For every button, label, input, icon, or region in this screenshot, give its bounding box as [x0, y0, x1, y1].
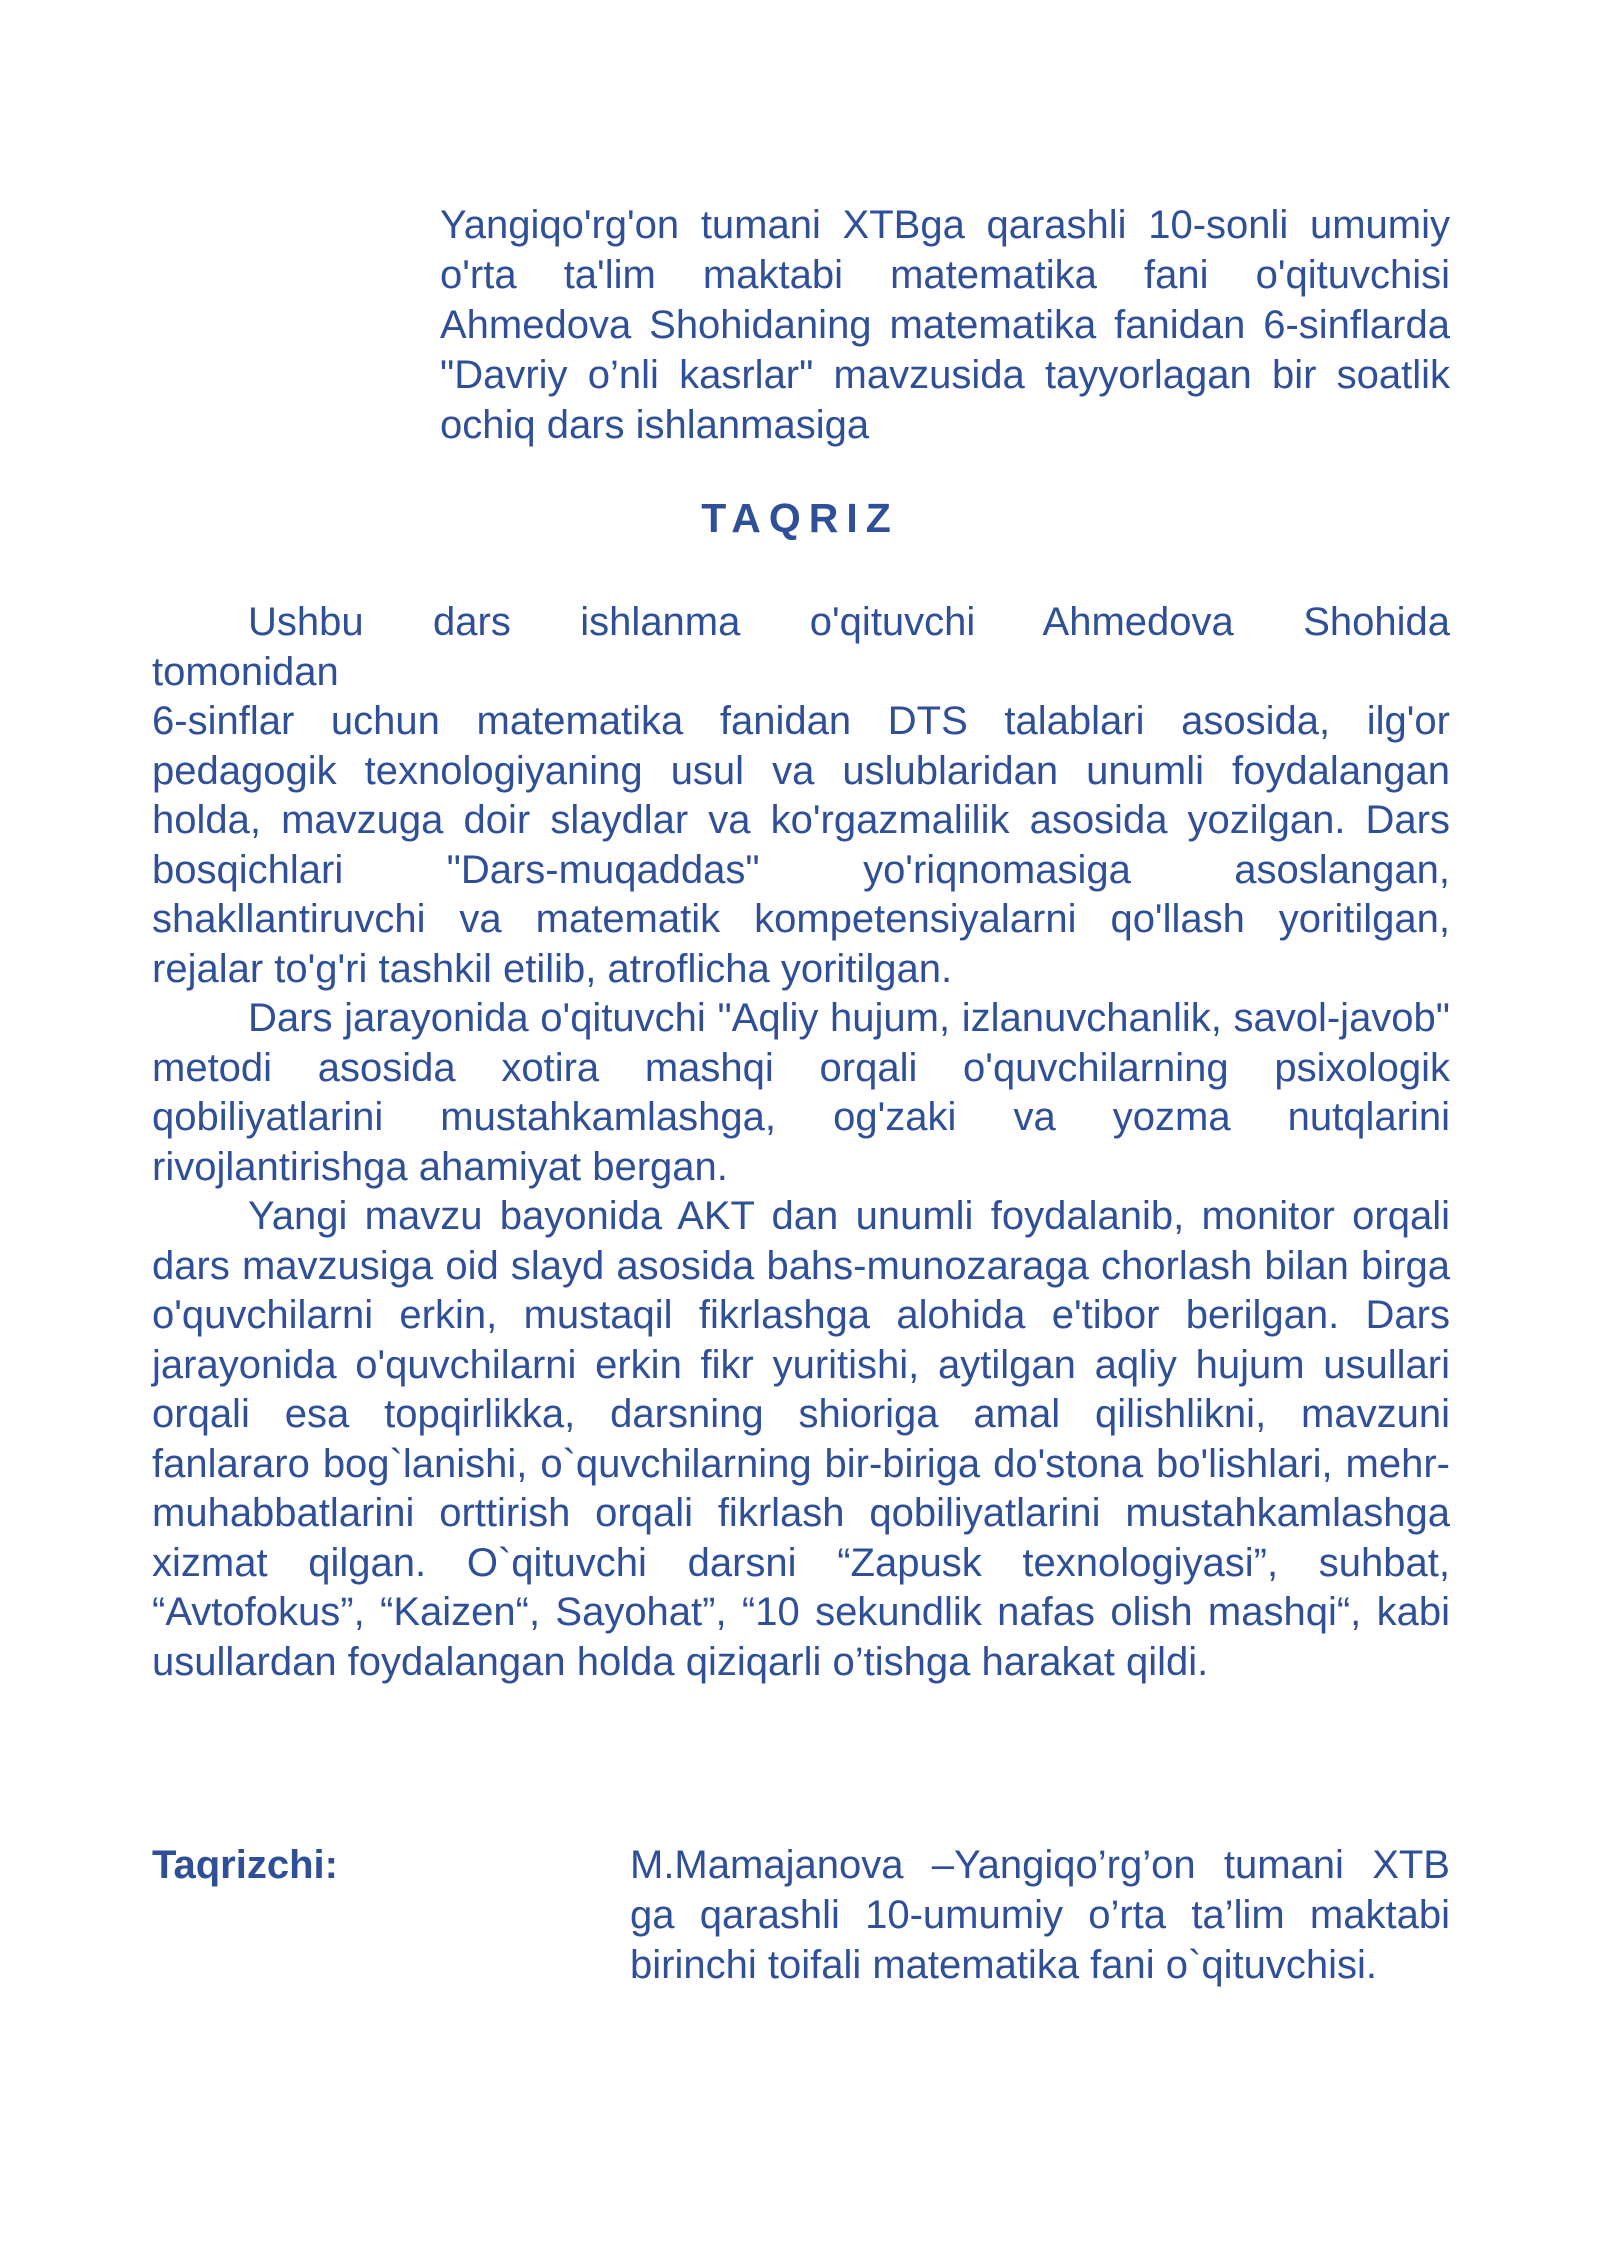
document-intro: Yangiqo'rg'on tumani XTBga qarashli 10-sonli umumiy o'rta ta'lim maktabi matematika fani o'qituvchisi Ahmedova Shohidaning matematika fanidan 6-sinflarda "Davriy o’nli kasrlar" mavzusida tayyorlagan bir soatlik ochiq dars ishlanmasiga — [440, 203, 1450, 447]
review-paragraph-2: Dars jarayonida o'qituvchi "Aqliy hujum, izlanuvchanlik, savol-javob" metodi asosida xotira mashqi orqali o'quvchilarning psixologik qobiliyatlarini mustahkamlashga, og'zaki va yozma nutqlarini rivojlantirishga ahamiyat bergan. — [152, 996, 1450, 1189]
review-lead-line: Ushbu dars ishlanma o'qituvchi Ahmedova Shohida — [248, 600, 1450, 644]
document-title: TAQRIZ — [701, 495, 899, 541]
reviewer-label: Taqrizchi: — [152, 1843, 338, 1887]
review-body — [152, 598, 1450, 1687]
review-paragraph-1: 6-sinflar uchun matematika fanidan DTS talablari asosida, ilg'or pedagogik texnologiyaning usul va uslublaridan unumli foydalangan holda, mavzuga doir slaydlar va ko'rgazmalilik asosida yozilgan. Dars bosqichlari "Dars-muqaddas" yo'riqnomasiga asoslangan, shakllantiruvchi va matematik kompetensiyalarni qo'llash yoritilgan, rejalar to'g'ri tashkil etilib, atroflicha yoritilgan. — [152, 699, 1450, 991]
reviewer-info: M.Mamajanova –Yangiqo’rg’on tumani XTB ga qarashli 10-umumiy o’rta ta’lim maktabi birinchi toifali matematika fani o`qituvchisi. — [630, 1843, 1450, 1987]
review-lead-continuation: tomonidan — [152, 649, 339, 694]
review-paragraph-3: Yangi mavzu bayonida AKT dan unumli foydalanib, monitor orqali dars mavzusiga oid slayd asosida bahs-munozaraga chorlash bilan birga o'quvchilarni erkin, mustaqil fikrlashga alohida e'tibor berilgan. Dars jarayonida o'quvchilarni erkin fikr yuritishi, aytilgan aqliy hujum usullari orqali esa topqirlikka, darsning shioriga amal qilishlikni, mavzuni fanlararo bog`lanishi, o`quvchilarning bir-biriga do'stona bo'lishlari, mehr-muhabbatlarini orttirish orqali fikrlash qobiliyatlarini mustahkamlashga xizmat qilgan. O`qituvchi darsni “Zapusk texnologiyasi”, suhbat, “Avtofokus”, “Kaizen“, Sayohat”, “10 sekundlik nafas olish mashqi“, kabi usullardan foydalangan holda qiziqarli o’tishga harakat qildi. — [152, 1194, 1450, 1684]
